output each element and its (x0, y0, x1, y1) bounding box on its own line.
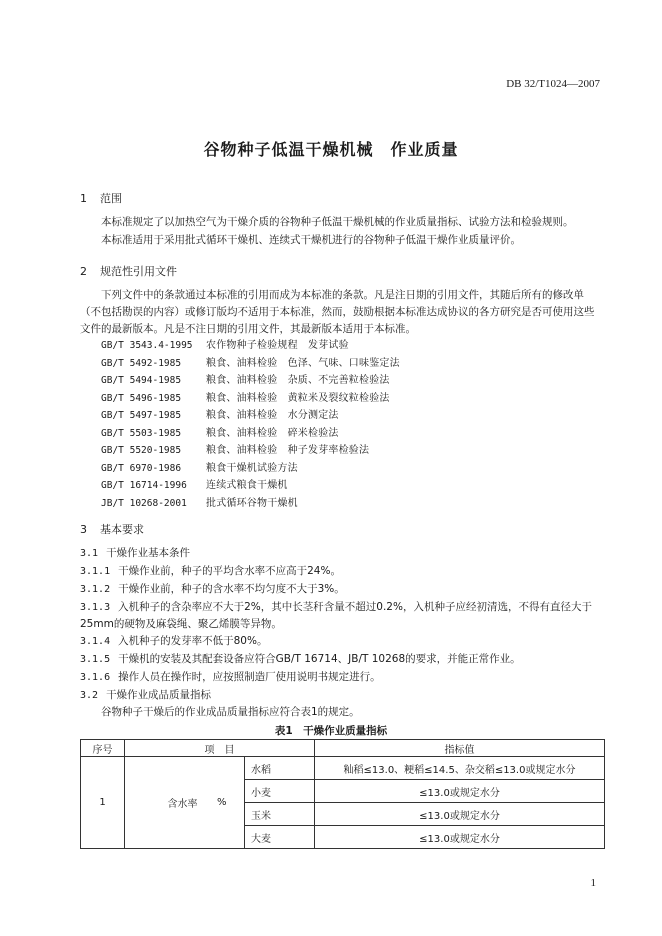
section-number: 1 (80, 192, 87, 205)
section-heading-scope (80, 190, 122, 206)
clause-number: 3.1.5 (80, 654, 111, 665)
subsection-heading-3-2 (80, 687, 605, 704)
subsection-heading-3-1 (80, 545, 605, 562)
section-number: 2 (80, 265, 87, 278)
reference-code: GB/T 16714-1996 (101, 480, 187, 491)
reference-title: 农作物种子检验规程 发芽试验 (206, 340, 349, 351)
section-heading-requirements (80, 521, 144, 537)
clause-text: 干燥作业前，种子的含水率不均匀度不大于3%。 (118, 583, 345, 595)
clause-text: 入机种子的发芽率不低于80%。 (118, 635, 268, 647)
subsection-title: 干燥作业基本条件 (106, 547, 191, 559)
reference-code: GB/T 5520-1985 (101, 445, 182, 456)
clause-number: 3.1.3 (80, 602, 111, 613)
header-seq: 序号 (81, 740, 125, 757)
reference-item (101, 390, 400, 408)
table-caption: 表1 干燥作业质量指标 (274, 725, 388, 737)
reference-code: GB/T 5492-1985 (101, 357, 182, 369)
clause-3-1-2 (80, 581, 605, 598)
reference-code: GB/T 5494-1985 (101, 375, 182, 386)
reference-item (101, 407, 400, 425)
quality-table (80, 739, 605, 849)
reference-item (101, 442, 400, 460)
clause-3-1-5 (80, 651, 605, 668)
header-item: 项 目 (125, 740, 315, 757)
reference-item (101, 477, 400, 495)
subsection-number: 3.2 (80, 690, 99, 701)
section-title: 范围 (100, 192, 122, 205)
references-intro: 下列文件中的条款通过本标准的引用而成为本标准的条款。凡是注日期的引用文件，其随后所有的修改单（不包括勘误的内容）或修订版均不适用于本标准，然而，鼓励根据本标准达成协议的各方研究是否可使用这些文件的最新版本。凡是不注日期的引用文件，其最新版本适用于本标准。 (80, 289, 595, 335)
reference-code: GB/T 5497-1985 (101, 410, 182, 421)
section-number: 3 (80, 523, 87, 536)
crop-name: 小麦 (245, 780, 315, 803)
reference-title: 粮食、油料检验 种子发芽率检验法 (206, 445, 370, 456)
reference-code: GB/T 5496-1985 (101, 392, 182, 404)
crop-name: 水稻 (245, 757, 315, 780)
subsection-title: 干燥作业成品质量指标 (106, 689, 212, 701)
clause-number: 3.1.6 (80, 672, 111, 683)
clause-text: 入机种子的含杂率应不大于2%，其中长茎秆含量不超过0.2%，入机种子应经初清选，不得有直径大于25mm的硬物及麻袋绳、聚乙烯膜等异物。 (80, 601, 592, 630)
crop-value: ≤13.0或规定水分 (315, 780, 605, 803)
reference-item (101, 460, 400, 478)
reference-item (101, 495, 400, 513)
reference-list (101, 337, 400, 512)
reference-title: 粮食干燥机试验方法 (206, 462, 298, 474)
row-item: 含水率 (125, 757, 200, 849)
clause-text: 干燥作业前，种子的平均含水率不应高于24%。 (118, 565, 341, 577)
page-number: 1 (590, 877, 596, 889)
reference-title: 批式循环谷物干燥机 (206, 497, 298, 509)
reference-title: 粮食、油料检验 水分测定法 (206, 410, 339, 421)
clause-number: 3.1.1 (80, 566, 111, 577)
clause-3-1-4 (80, 633, 605, 650)
table-header-row (81, 740, 605, 757)
crop-value: ≤13.0或规定水分 (315, 803, 605, 826)
crop-name: 大麦 (245, 826, 315, 849)
crop-value: 籼稻≤13.0、粳稻≤14.5、杂交稻≤13.0或规定水分 (315, 757, 605, 780)
reference-code: GB/T 5503-1985 (101, 427, 182, 439)
document-code: DB 32/T1024—2007 (506, 78, 600, 90)
section-heading-references (80, 263, 177, 279)
section-title: 基本要求 (100, 523, 144, 536)
reference-code: JB/T 10268-2001 (101, 497, 187, 509)
crop-name: 玉米 (245, 803, 315, 826)
row-unit: % (200, 757, 245, 849)
page-title: 谷物种子低温干燥机械 作业质量 (203, 140, 459, 159)
clause-text: 干燥机的安装及其配套设备应符合GB/T 16714、JB/T 10268的要求，并能正常作业。 (118, 653, 521, 665)
reference-title: 粮食、油料检验 色泽、气味、口味鉴定法 (206, 357, 400, 369)
reference-title: 粮食、油料检验 碎米检验法 (206, 427, 339, 439)
clause-3-1-1 (80, 563, 605, 580)
clause-3-1-3 (80, 599, 605, 633)
scope-paragraph-2: 本标准适用于采用批式循环干燥机、连续式干燥机进行的谷物种子低温干燥作业质量评价。 (101, 234, 521, 246)
header-value: 指标值 (315, 740, 605, 757)
reference-code: GB/T 6970-1986 (101, 462, 182, 474)
clause-text: 操作人员在操作时，应按照制造厂使用说明书规定进行。 (118, 671, 381, 683)
table-row (81, 757, 605, 780)
clause-number: 3.1.4 (80, 636, 111, 647)
table-reference-text: 谷物种子干燥后的作业成品质量指标应符合表1的规定。 (101, 706, 360, 718)
reference-item (101, 372, 400, 390)
reference-title: 粮食、油料检验 黄粒米及裂纹粒检验法 (206, 392, 390, 404)
reference-title: 粮食、油料检验 杂质、不完善粒检验法 (206, 375, 390, 386)
crop-value: ≤13.0或规定水分 (315, 826, 605, 849)
reference-code: GB/T 3543.4-1995 (101, 340, 193, 351)
row-seq: 1 (81, 757, 125, 849)
reference-title: 连续式粮食干燥机 (206, 480, 288, 491)
scope-paragraph-1: 本标准规定了以加热空气为干燥介质的谷物种子低温干燥机械的作业质量指标、试验方法和检验规则。 (101, 216, 574, 228)
subsection-number: 3.1 (80, 548, 99, 559)
reference-item (101, 355, 400, 373)
reference-item (101, 425, 400, 443)
reference-item (101, 337, 400, 355)
clause-3-1-6 (80, 669, 605, 686)
clause-number: 3.1.2 (80, 584, 111, 595)
section-title: 规范性引用文件 (100, 265, 177, 278)
